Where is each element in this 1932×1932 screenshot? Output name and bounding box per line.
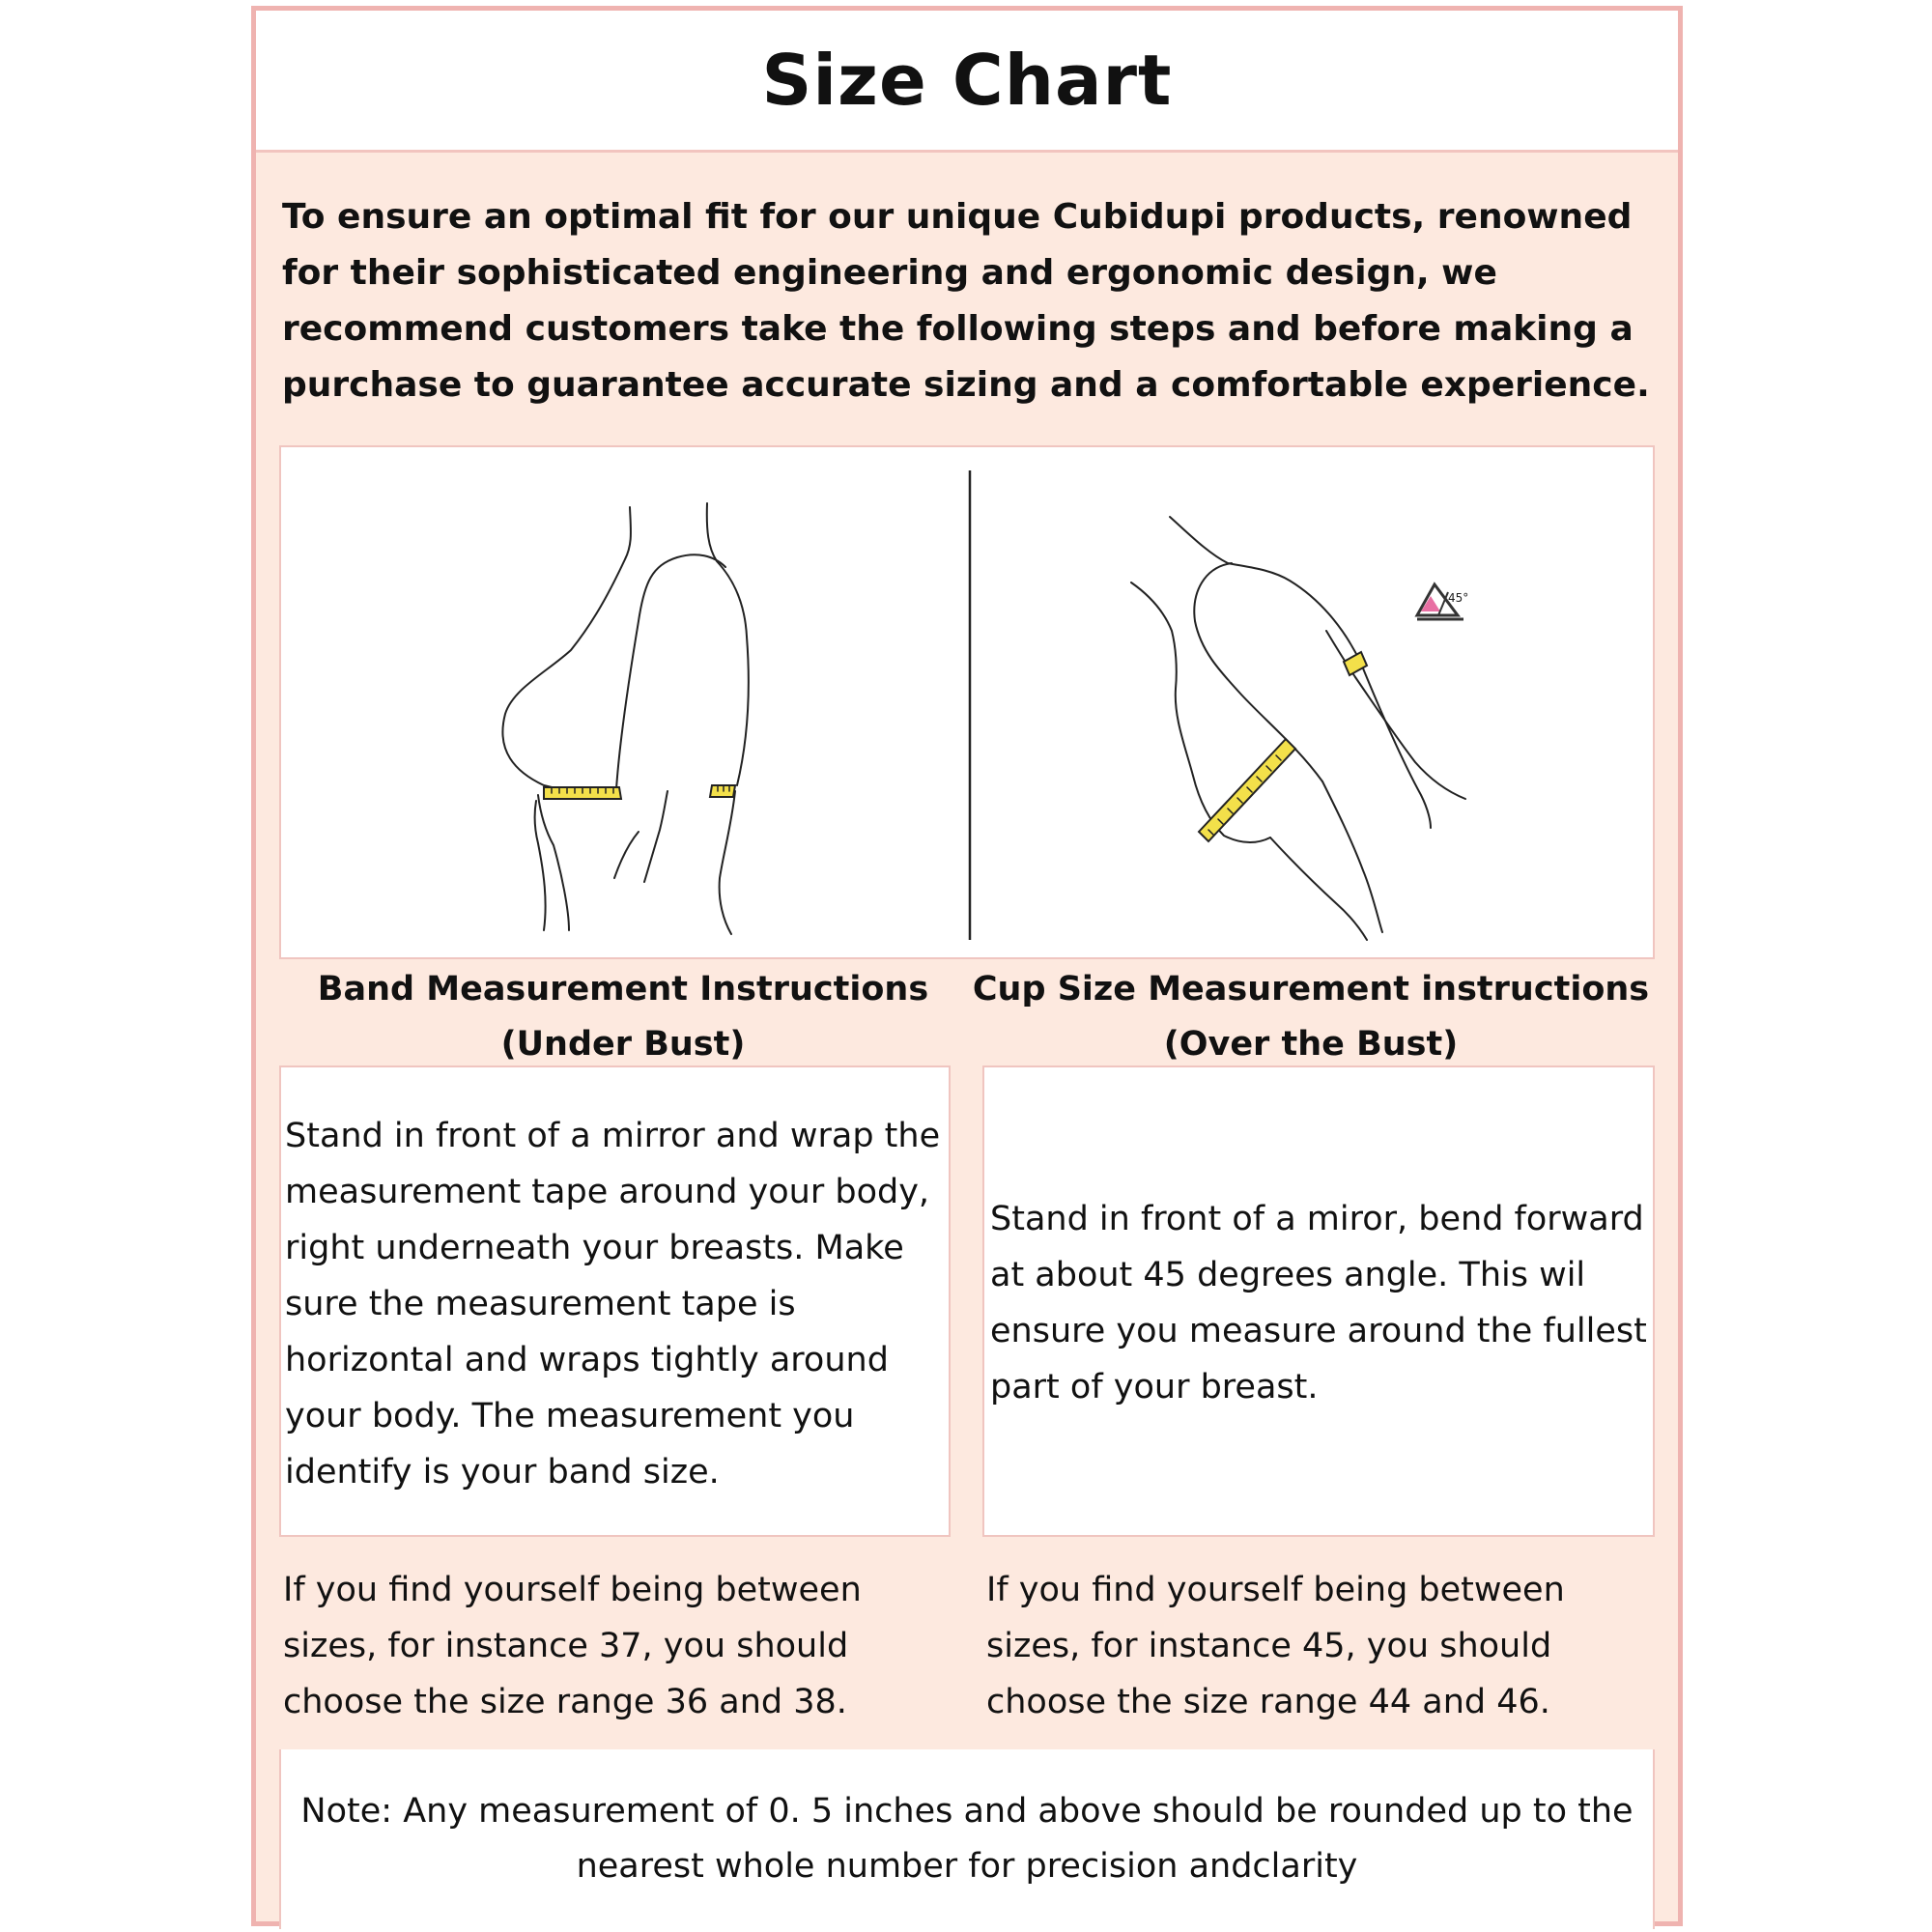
band-tape-front: [544, 787, 621, 799]
cup-caption: [967, 962, 1655, 1068]
page-title: Size Chart: [761, 40, 1173, 121]
angle-label: 45°: [1448, 591, 1469, 605]
cup-between-sizes-note: If you find yourself being between sizes, for instance 45, you should choose the size range 44 and 46.: [986, 1571, 1565, 1721]
cup-instructions-box: [982, 1065, 1655, 1537]
rounding-note-line-1: Note: Any measurement of 0. 5 inches and above should be rounded up to the: [300, 1792, 1634, 1831]
cup-tape-front: [1199, 739, 1295, 841]
size-chart-sheet: [251, 6, 1683, 1926]
rounding-note-line-2: nearest whole number for precision andclarity: [576, 1847, 1358, 1886]
band-measurement-illustration: [502, 503, 748, 934]
cup-measurement-illustration: [1131, 517, 1465, 940]
cup-caption-subtitle: (Over the Bust): [1163, 1025, 1459, 1064]
cup-caption-title: Cup Size Measurement instructions: [972, 970, 1650, 1009]
title-bar: [256, 11, 1678, 153]
band-tape-back: [710, 785, 735, 797]
rounding-note: [281, 1784, 1652, 1894]
illustration-canvas: [281, 447, 1657, 961]
band-between-sizes-note: If you find yourself being between sizes, for instance 37, you should choose the size range 36 and 38.: [283, 1571, 862, 1721]
band-caption-subtitle: (Under Bust): [500, 1025, 746, 1064]
band-instructions-box: [279, 1065, 951, 1537]
cup-instructions: Stand in front of a miror, bend forward at about 45 degrees angle. This wil ensure you measure around the fullest part of your breast.: [990, 1200, 1647, 1406]
band-caption: [279, 962, 967, 1068]
intro-paragraph: To ensure an optimal fit for our unique Cubidupi products, renowned for their sophisticated engineering and ergonomic design, we recommend customers take the following steps and before making a purchase to guarantee accurate sizing and a comfortable experience.: [282, 197, 1650, 405]
measurement-illustrations: [279, 445, 1655, 959]
band-instructions: Stand in front of a mirror and wrap the measurement tape around your body, right underneath your breasts. Make sure the measurement tape is horizontal and wraps tightly around your body. The measurement you identify is your band size.: [285, 1117, 941, 1492]
rounding-note-box: [279, 1749, 1655, 1929]
band-caption-title: Band Measurement Instructions: [317, 970, 929, 1009]
45-degree-angle-icon: [1417, 584, 1468, 619]
